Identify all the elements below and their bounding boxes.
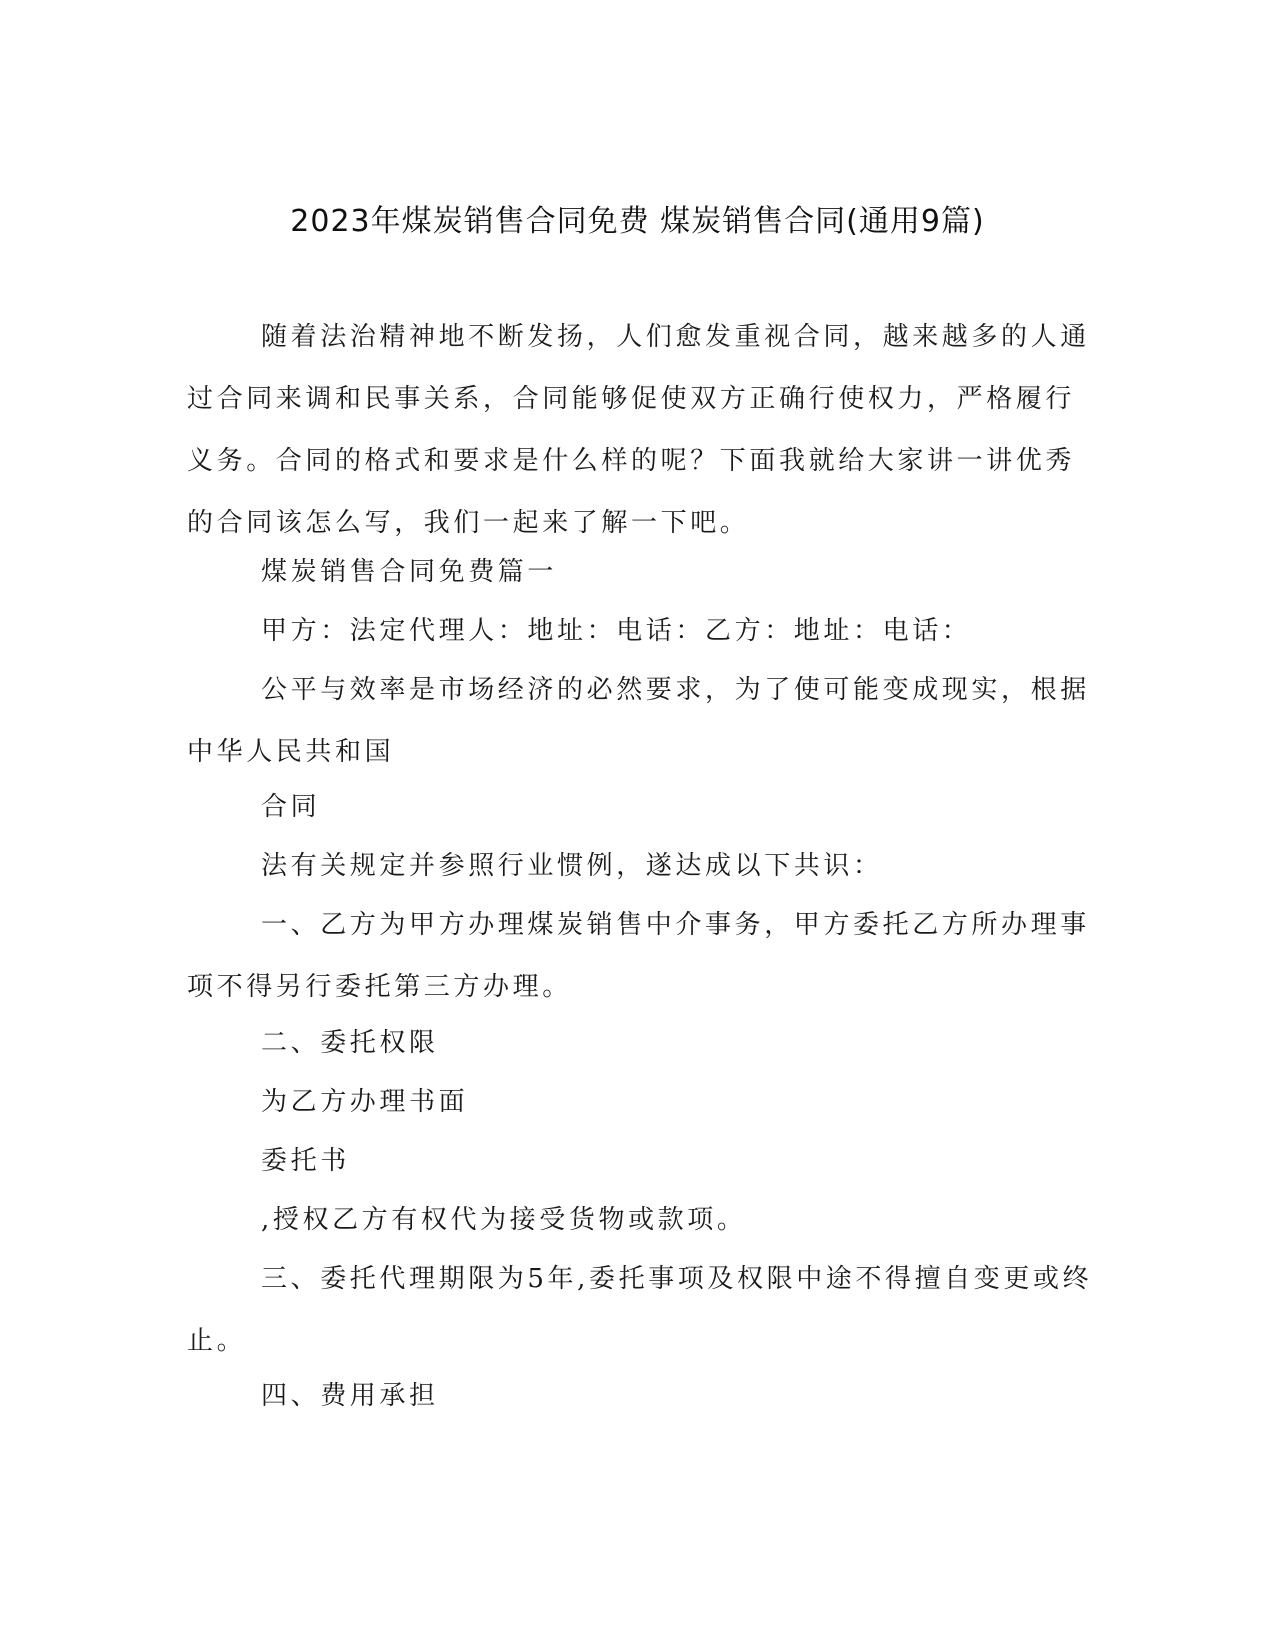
clause-2-text: 为乙方办理书面 [261,1087,469,1117]
contract-word: 合同 [261,792,321,822]
intro-line: 过合同来调和民事关系，合同能够促使双方正确行使权力，严格履行 [187,384,1076,414]
intro-line: 的合同该怎么写，我们一起来了解一下吧。 [187,508,750,538]
intro-paragraph [187,306,1090,554]
clause-2-tail: ,授权乙方有权代为接受货物或款项。 [261,1205,747,1235]
law-line: 法有关规定并参照行业惯例，遂达成以下共识： [261,851,883,881]
clause-3-line: 止。 [187,1326,247,1356]
intro-line: 随着法治精神地不断发扬，人们愈发重视合同，越来越多的人通 [261,322,1090,352]
clause-4-heading: 四、费用承担 [261,1381,439,1411]
clause-1 [187,894,1090,1018]
clause-3 [187,1248,1092,1372]
fairness-line: 公平与效率是市场经济的必然要求，为了使可能变成现实，根据 [261,675,1090,705]
document-title: 2023年煤炭销售合同免费 煤炭销售合同(通用9篇) [290,204,985,239]
fairness-paragraph [187,659,1090,783]
clause-2-word: 委托书 [261,1146,350,1176]
intro-line: 义务。合同的格式和要求是什么样的呢？下面我就给大家讲一讲优秀 [187,446,1076,476]
fairness-line: 中华人民共和国 [187,737,395,767]
clause-2-heading: 二、委托权限 [261,1028,439,1058]
clause-1-line: 项不得另行委托第三方办理。 [187,972,572,1002]
clause-1-line: 一、乙方为甲方办理煤炭销售中介事务，甲方委托乙方所办理事 [261,910,1090,940]
parties-line: 甲方：法定代理人：地址：电话：乙方：地址：电话： [261,616,972,646]
clause-3-line: 三、委托代理期限为5年,委托事项及权限中途不得擅自变更或终 [261,1264,1093,1294]
section-heading: 煤炭销售合同免费篇一 [261,557,558,587]
